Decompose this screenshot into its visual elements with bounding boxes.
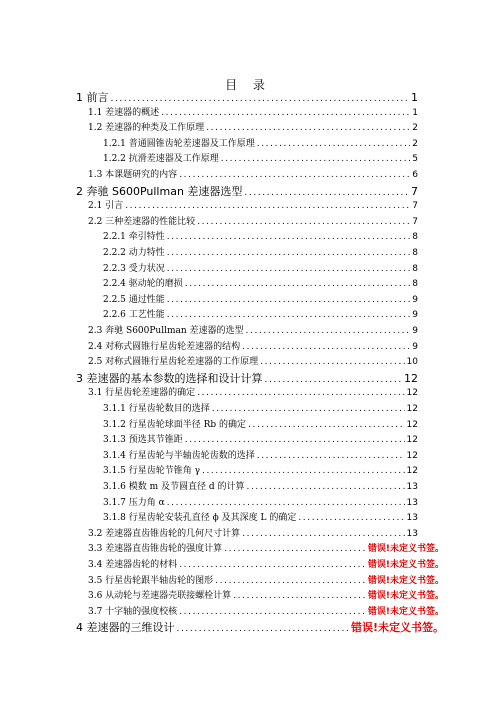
toc-entry-label: 2 奔驰 S600Pullman 差速器选型 xyxy=(76,184,243,198)
toc-entry[interactable] xyxy=(103,152,418,167)
toc-entry[interactable] xyxy=(88,324,418,339)
dot-leader xyxy=(179,605,366,620)
dot-leader xyxy=(206,121,410,136)
toc-entry[interactable] xyxy=(103,402,418,417)
toc-page-number: 7 xyxy=(412,201,418,212)
toc-page-number: 9 xyxy=(412,341,418,352)
bookmark-error-text: 错误!未定义书签。 xyxy=(367,544,444,555)
toc-entry-label: 2.2.6 工艺性能 xyxy=(103,310,165,321)
toc-entry-label: 2.3 奔驰 S600Pullman 差速器的选型 xyxy=(88,326,244,336)
toc-entry-label: 2.4 对称式圆锥行星齿轮差速器的结构 xyxy=(88,341,241,352)
toc-entry[interactable] xyxy=(88,215,418,230)
toc-entry[interactable] xyxy=(103,433,418,448)
toc-entry[interactable] xyxy=(103,308,418,323)
toc-entry[interactable] xyxy=(88,605,444,620)
toc-page-number: 8 xyxy=(412,263,418,274)
toc-page-number: 9 xyxy=(412,310,418,321)
toc-entry[interactable] xyxy=(103,293,418,308)
dot-leader xyxy=(215,574,366,589)
toc-page-number: 12 xyxy=(404,371,418,385)
toc-page-number: 12 xyxy=(406,404,418,414)
toc-page-number: 8 xyxy=(412,232,418,243)
toc-page-number: 13 xyxy=(406,513,418,524)
toc-page-number: 12 xyxy=(406,466,418,477)
toc-title: 目 录 xyxy=(225,78,271,92)
toc-entry-label: 3.1.2 行星齿轮球面半径 Rb 的确定 xyxy=(103,419,247,430)
toc-page-number: 12 xyxy=(406,419,418,430)
toc-page-number: 2 xyxy=(412,138,418,149)
dot-leader xyxy=(260,355,404,370)
dot-leader xyxy=(246,324,411,339)
toc-page-number: 7 xyxy=(411,184,418,198)
bookmark-error-text: 错误!未定义书签。 xyxy=(367,560,444,570)
toc-entry-label: 3.1 行星齿轮差速器的确定 xyxy=(88,388,196,399)
toc-entry[interactable] xyxy=(76,371,418,386)
toc-entry[interactable] xyxy=(103,262,418,277)
toc-entry-label: 2.2.5 通过性能 xyxy=(103,294,165,305)
toc-entry-label: 2.1 引言 xyxy=(88,201,124,212)
dot-leader xyxy=(242,527,404,542)
toc-entry-label: 3.1.3 预选其节锥距 xyxy=(103,435,183,446)
dot-leader xyxy=(125,199,410,214)
toc-entry[interactable] xyxy=(88,106,418,121)
toc-entry[interactable] xyxy=(103,496,418,511)
toc-page-number: 1 xyxy=(411,91,418,104)
toc-entry-label: 2.2.4 驱动轮的磨损 xyxy=(103,279,183,290)
toc-entry-label: 1.3 本课题研究的内容 xyxy=(88,170,178,180)
dot-leader xyxy=(257,137,411,152)
dot-leader xyxy=(197,215,410,230)
dot-leader xyxy=(248,418,405,433)
toc-entry[interactable] xyxy=(103,230,418,245)
toc-page-number: 6 xyxy=(412,170,418,180)
toc-entry[interactable] xyxy=(103,449,418,464)
toc-entry[interactable] xyxy=(76,90,418,105)
toc-entry-label: 2.2 三种差速器的性能比较 xyxy=(88,216,196,227)
bookmark-error-text: 错误!未定义书签。 xyxy=(367,575,444,586)
toc-page-number: 2 xyxy=(412,123,418,134)
toc-entry[interactable] xyxy=(88,168,418,183)
toc-entry[interactable] xyxy=(103,464,418,479)
dot-leader xyxy=(161,106,410,121)
dot-leader xyxy=(298,511,404,526)
toc-entry-label: 1.2 差速器的种类及工作原理 xyxy=(88,123,205,134)
bookmark-error-text: 错误!未定义书签。 xyxy=(350,621,444,635)
toc-entry-label: 3.1.5 行星齿轮节锥角 γ xyxy=(103,466,201,477)
dot-leader xyxy=(167,496,405,511)
dot-leader xyxy=(167,230,411,245)
toc-page-number: 9 xyxy=(412,326,418,336)
toc-page-number: 5 xyxy=(412,154,418,165)
dot-leader xyxy=(202,464,405,479)
dot-leader xyxy=(167,262,411,277)
dot-leader xyxy=(242,340,410,355)
toc-entry-label: 3.7 十字轴的强度校核 xyxy=(88,606,178,617)
dot-leader xyxy=(221,152,411,167)
toc-page-number: 13 xyxy=(406,482,418,492)
toc-entry[interactable] xyxy=(76,620,444,635)
toc-entry[interactable] xyxy=(88,527,418,542)
toc-entry[interactable] xyxy=(88,340,418,355)
toc-entry-label: 3.4 差速器齿轮的材料 xyxy=(88,560,178,570)
toc-entry-label: 2.2.2 动力特性 xyxy=(103,248,165,258)
bookmark-error-text: 错误!未定义书签。 xyxy=(367,591,444,602)
toc-page-number: 7 xyxy=(412,216,418,227)
toc-entry-label: 3.1.1 行星齿轮数目的选择 xyxy=(103,404,210,414)
toc-entry[interactable] xyxy=(88,386,418,401)
toc-entry-label: 3 差速器的基本参数的选择和设计计算 xyxy=(76,371,263,385)
toc-page-number: 13 xyxy=(406,497,418,508)
toc-entry[interactable] xyxy=(88,199,418,214)
dot-leader xyxy=(167,308,411,323)
toc-entry[interactable] xyxy=(88,558,444,573)
toc-entry[interactable] xyxy=(103,480,418,495)
toc-entry-label: 3.6 从动轮与差速器壳联接螺栓计算 xyxy=(88,591,232,602)
toc-entry-label: 2.5 对称式圆锥行星齿轮差速器的工作原理 xyxy=(88,357,259,368)
toc-entry[interactable] xyxy=(103,246,418,261)
dot-leader xyxy=(179,168,410,183)
bookmark-error-text: 错误!未定义书签。 xyxy=(367,606,444,617)
toc-entry[interactable] xyxy=(103,511,418,526)
toc-entry[interactable] xyxy=(76,184,418,199)
dot-leader xyxy=(257,449,405,464)
toc-entry[interactable] xyxy=(88,121,418,136)
toc-entry-label: 3.3 差速器直齿锥齿轮的强度计算 xyxy=(88,544,223,555)
dot-leader xyxy=(247,480,405,495)
toc-entry[interactable] xyxy=(88,355,418,370)
toc-entry-label: 1.2.1 普通圆锥齿轮差速器及工作原理 xyxy=(103,138,255,149)
toc-entry-label: 3.5 行星齿轮跟半轴齿轮的图形 xyxy=(88,575,214,586)
toc-entry-label: 3.1.6 模数 m 及节圆直径 d 的计算 xyxy=(103,482,245,492)
toc-page-number: 10 xyxy=(406,357,418,368)
toc-entry-label: 3.1.8 行星齿轮安装孔直径 ϕ 及其深度 L 的确定 xyxy=(103,513,297,524)
toc-entry[interactable] xyxy=(103,277,418,292)
toc-entry-label: 2.2.3 受力状况 xyxy=(103,263,165,274)
dot-leader xyxy=(185,277,411,292)
toc-page-number: 8 xyxy=(412,248,418,258)
dot-leader xyxy=(224,542,366,557)
dot-leader xyxy=(177,622,349,637)
dot-leader xyxy=(212,402,405,417)
toc-entry[interactable] xyxy=(103,418,418,433)
toc-entry-label: 1 前言 xyxy=(76,91,109,104)
dot-leader xyxy=(233,589,366,604)
toc-entry[interactable] xyxy=(88,542,444,557)
toc-page-number: 9 xyxy=(412,294,418,305)
toc-page-number: 12 xyxy=(406,450,418,461)
toc-entry-label: 3.1.7 压力角 α xyxy=(103,497,165,508)
toc-entry-label: 1.1 差速器的概述 xyxy=(88,107,160,118)
toc-entry[interactable] xyxy=(88,574,444,589)
dot-leader xyxy=(179,558,366,573)
toc-entry[interactable] xyxy=(103,137,418,152)
toc-page-number: 13 xyxy=(406,528,418,539)
toc-entry-label: 3.2 差速器直齿锥齿轮的几何尺寸计算 xyxy=(88,528,241,539)
toc-entry-label: 3.1.4 行星齿轮与半轴齿轮齿数的选择 xyxy=(103,450,255,461)
dot-leader xyxy=(185,433,405,448)
toc-page-number: 1 xyxy=(412,107,418,118)
dot-leader xyxy=(167,246,411,261)
toc-entry-label: 2.2.1 牵引特性 xyxy=(103,232,165,243)
toc-entry-label: 4 差速器的三维设计 xyxy=(76,621,175,635)
toc-page-number: 8 xyxy=(412,279,418,290)
toc-entry-label: 1.2.2 抗滑差速器及工作原理 xyxy=(103,154,219,165)
toc-entry[interactable] xyxy=(88,589,444,604)
dot-leader xyxy=(167,293,411,308)
toc-page-number: 12 xyxy=(406,388,418,399)
dot-leader xyxy=(197,386,404,401)
toc-page-number: 12 xyxy=(406,435,418,446)
